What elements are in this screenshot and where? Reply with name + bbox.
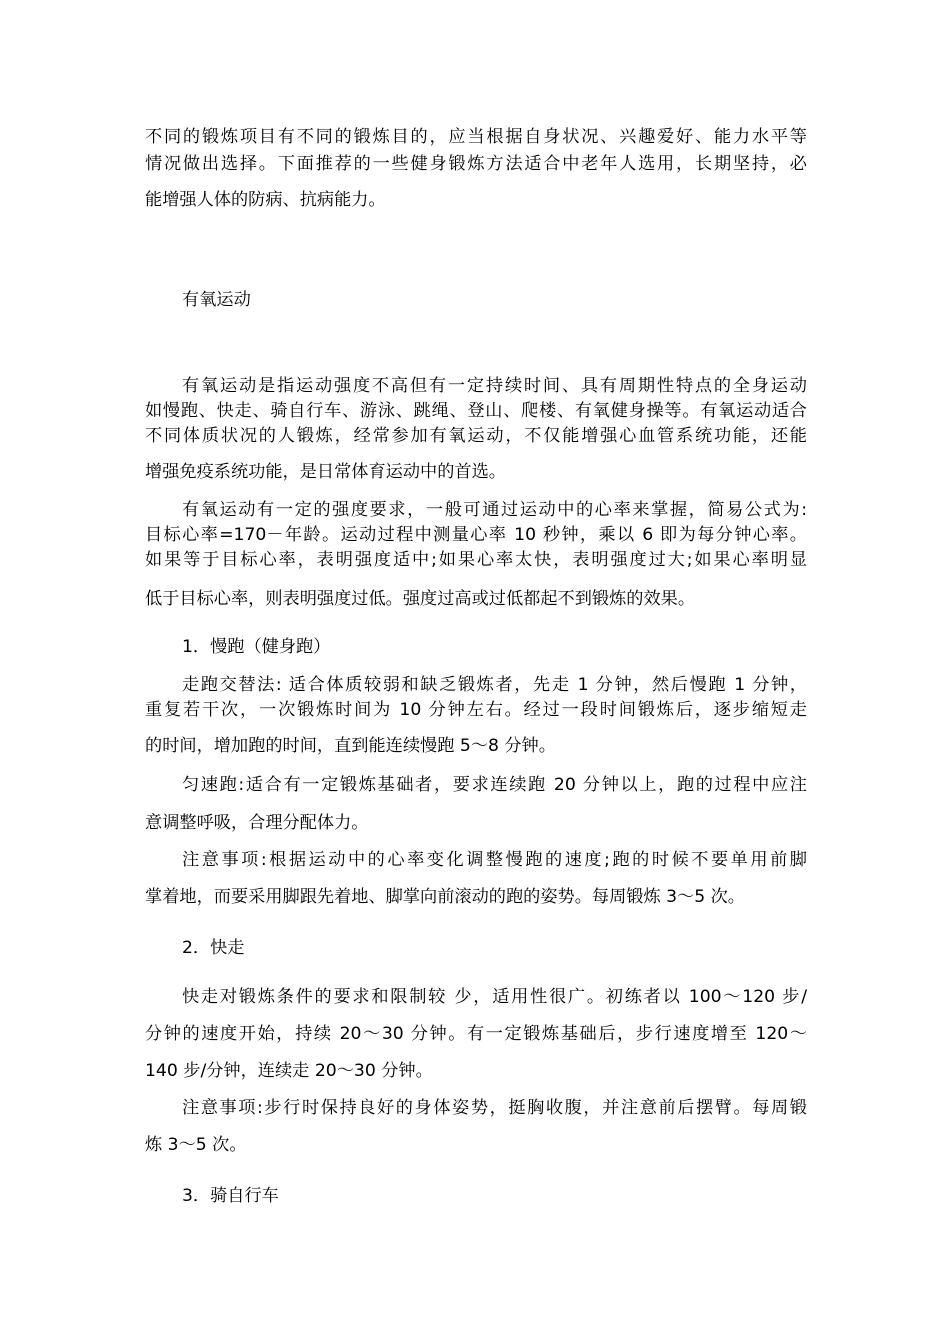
walking-p1-line-1: 快走对锻炼条件的要求和限制较 少，适用性很广。初练者以 100～120 步/ [182,987,807,1007]
aerobic-p1-line-1: 有氧运动是指运动强度不高但有一定持续时间、具有周期性特点的全身运动 [182,376,807,396]
section-heading-aerobic: 有氧运动 [182,290,251,310]
jogging-p1-line-2: 重复若干次，一次锻炼时间为 10 分钟左右。经过一段时间锻炼后，逐步缩短走 [145,700,807,720]
intro-line-3: 能增强人体的防病、抗病能力。 [145,190,386,210]
section-heading-walking: 2．快走 [182,938,245,958]
aerobic-p2-line-3: 如果等于目标心率，表明强度适中;如果心率太快，表明强度过大;如果心率明显 [145,550,807,570]
aerobic-p1-line-2: 如慢跑、快走、骑自行车、游泳、跳绳、登山、爬楼、有氧健身操等。有氧运动适合 [145,401,807,421]
aerobic-p2-line-1: 有氧运动有一定的强度要求，一般可通过运动中的心率来掌握，简易公式为: [182,500,807,520]
walking-p2-line-1: 注意事项:步行时保持良好的身体姿势，挺胸收腹，并注意前后摆臂。每周锻 [182,1098,807,1118]
intro-line-2: 情况做出选择。下面推荐的一些健身锻炼方法适合中老年人选用，长期坚持，必 [145,154,807,174]
jogging-p1-line-3: 的时间，增加跑的时间，直到能连续慢跑 5～8 分钟。 [145,736,556,756]
section-heading-jogging: 1．慢跑（健身跑） [182,637,331,657]
aerobic-p1-line-4: 增强免疫系统功能，是日常体育运动中的首选。 [145,462,506,482]
aerobic-p2-line-4: 低于目标心率，则表明强度过低。强度过高或过低都起不到锻炼的效果。 [145,589,696,609]
aerobic-p2-line-2: 目标心率=170－年龄。运动过程中测量心率 10 秒钟，乘以 6 即为每分钟心率。 [145,525,807,545]
section-heading-cycling: 3．骑自行车 [182,1186,279,1206]
walking-p1-line-3: 140 步/分钟，连续走 20～30 分钟。 [145,1061,433,1081]
jogging-p2-line-1: 匀速跑:适合有一定锻炼基础者，要求连续跑 20 分钟以上，跑的过程中应注 [182,775,807,795]
jogging-p2-line-2: 意调整呼吸，合理分配体力。 [145,813,369,833]
jogging-p3-line-2: 掌着地，而要采用脚跟先着地、脚掌向前滚动的跑的姿势。每周锻炼 3～5 次。 [145,887,745,907]
aerobic-p1-line-3: 不同体质状况的人锻炼，经常参加有氧运动，不仅能增强心血管系统功能，还能 [145,426,807,446]
walking-p2-line-2: 炼 3～5 次。 [145,1135,247,1155]
intro-line-1: 不同的锻炼项目有不同的锻炼目的，应当根据自身状况、兴趣爱好、能力水平等 [145,127,807,147]
jogging-p3-line-1: 注意事项:根据运动中的心率变化调整慢跑的速度;跑的时候不要单用前脚 [182,850,807,870]
walking-p1-line-2: 分钟的速度开始，持续 20～30 分钟。有一定锻炼基础后，步行速度增至 120～ [145,1024,807,1044]
jogging-p1-line-1: 走跑交替法: 适合体质较弱和缺乏锻炼者，先走 1 分钟，然后慢跑 1 分钟， [182,675,807,695]
